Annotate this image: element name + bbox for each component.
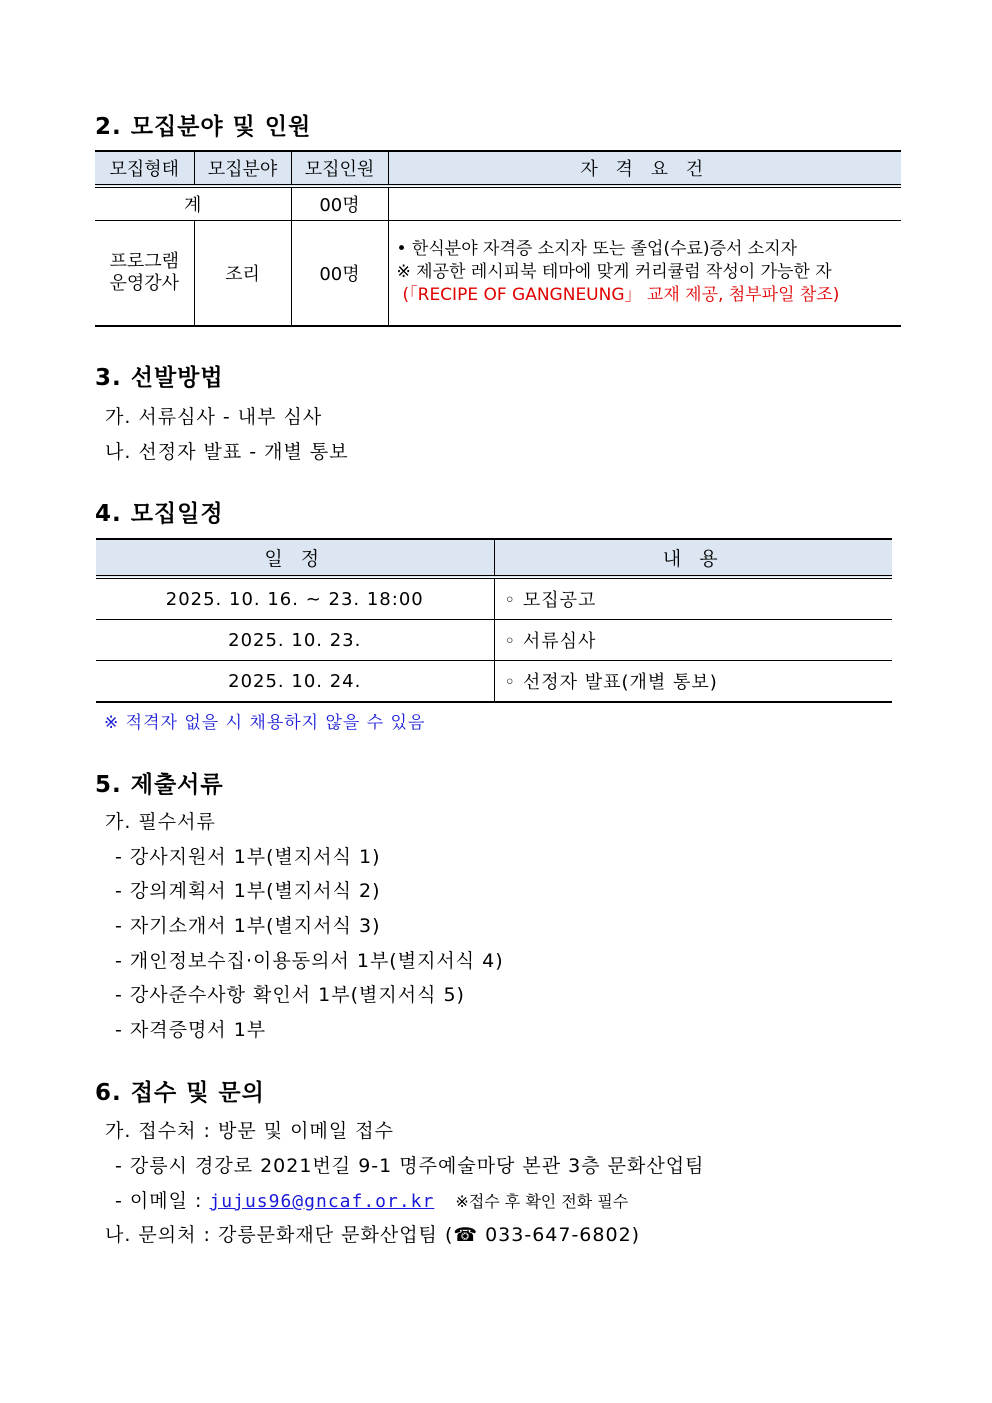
header-date: 일 정 bbox=[96, 539, 494, 577]
requirement-2: ※ 제공한 레시피북 테마에 맞게 커리큘럼 작성이 가능한 자 bbox=[396, 262, 832, 283]
document-item: - 자기소개서 1부(별지서식 3) bbox=[115, 915, 381, 937]
email-link[interactable]: jujus96@gncaf.or.kr bbox=[209, 1191, 435, 1212]
header-requirements: 자 격 요 건 bbox=[388, 151, 901, 186]
row-type-line1: 프로그램 bbox=[109, 250, 180, 272]
row-type-line2: 운영강사 bbox=[109, 272, 180, 294]
document-item: - 강사지원서 1부(별지서식 1) bbox=[115, 846, 381, 868]
requirement-3: (「RECIPE OF GANGNEUNG」 교재 제공, 첨부파일 참조) bbox=[402, 285, 840, 306]
schedule-date: 2025. 10. 23. bbox=[96, 620, 494, 661]
total-requirements bbox=[388, 186, 901, 220]
email-label: - 이메일 : bbox=[115, 1190, 210, 1212]
header-content: 내 용 bbox=[494, 539, 892, 577]
schedule-content: ◦ 서류심사 bbox=[494, 620, 892, 661]
row-type bbox=[95, 220, 194, 326]
email-row bbox=[115, 1186, 628, 1213]
schedule-row bbox=[96, 577, 892, 620]
section-5-title: 5. 제출서류 bbox=[95, 772, 224, 798]
email-note: ※접수 후 확인 전화 필수 bbox=[455, 1192, 629, 1211]
contact-line: 나. 문의처 : 강릉문화재단 문화산업팀 (☎ 033-647-6802) bbox=[105, 1224, 641, 1246]
selection-item-2: 나. 선정자 발표 - 개별 통보 bbox=[105, 441, 349, 463]
documents-subtitle: 가. 필수서류 bbox=[105, 811, 216, 833]
schedule-row bbox=[96, 620, 892, 661]
section-6-title: 6. 접수 및 문의 bbox=[95, 1080, 265, 1106]
document-item: - 강사준수사항 확인서 1부(별지서식 5) bbox=[115, 984, 465, 1006]
reception-line: 가. 접수처 : 방문 및 이메일 접수 bbox=[105, 1120, 394, 1142]
schedule-content: ◦ 모집공고 bbox=[494, 577, 892, 620]
header-field: 모집분야 bbox=[194, 151, 291, 186]
document-item: - 강의계획서 1부(별지서식 2) bbox=[115, 880, 381, 902]
row-requirements bbox=[388, 220, 901, 326]
total-count: 00명 bbox=[291, 186, 388, 220]
section-2-title: 2. 모집분야 및 인원 bbox=[95, 114, 312, 140]
selection-item-1: 가. 서류심사 - 내부 심사 bbox=[105, 406, 323, 428]
row-field: 조리 bbox=[194, 220, 291, 326]
recruitment-table bbox=[95, 150, 901, 327]
header-count: 모집인원 bbox=[291, 151, 388, 186]
schedule-date: 2025. 10. 24. bbox=[96, 661, 494, 703]
row-count: 00명 bbox=[291, 220, 388, 326]
schedule-note: ※ 적격자 없을 시 채용하지 않을 수 있음 bbox=[104, 713, 426, 733]
section-4-title: 4. 모집일정 bbox=[95, 501, 224, 527]
schedule-content: ◦ 선정자 발표(개별 통보) bbox=[494, 661, 892, 703]
schedule-date: 2025. 10. 16. ~ 23. 18:00 bbox=[96, 577, 494, 620]
document-item: - 자격증명서 1부 bbox=[115, 1019, 267, 1041]
schedule-table bbox=[96, 538, 892, 703]
section-3-title: 3. 선발방법 bbox=[95, 365, 224, 391]
schedule-row bbox=[96, 661, 892, 703]
address-line: - 강릉시 경강로 2021번길 9-1 명주예술마당 본관 3층 문화산업팀 bbox=[115, 1155, 705, 1177]
header-type: 모집형태 bbox=[95, 151, 194, 186]
document-item: - 개인정보수집·이용동의서 1부(별지서식 4) bbox=[115, 950, 504, 972]
total-label: 계 bbox=[95, 186, 291, 220]
requirement-1: • 한식분야 자격증 소지자 또는 졸업(수료)증서 소지자 bbox=[396, 239, 798, 260]
